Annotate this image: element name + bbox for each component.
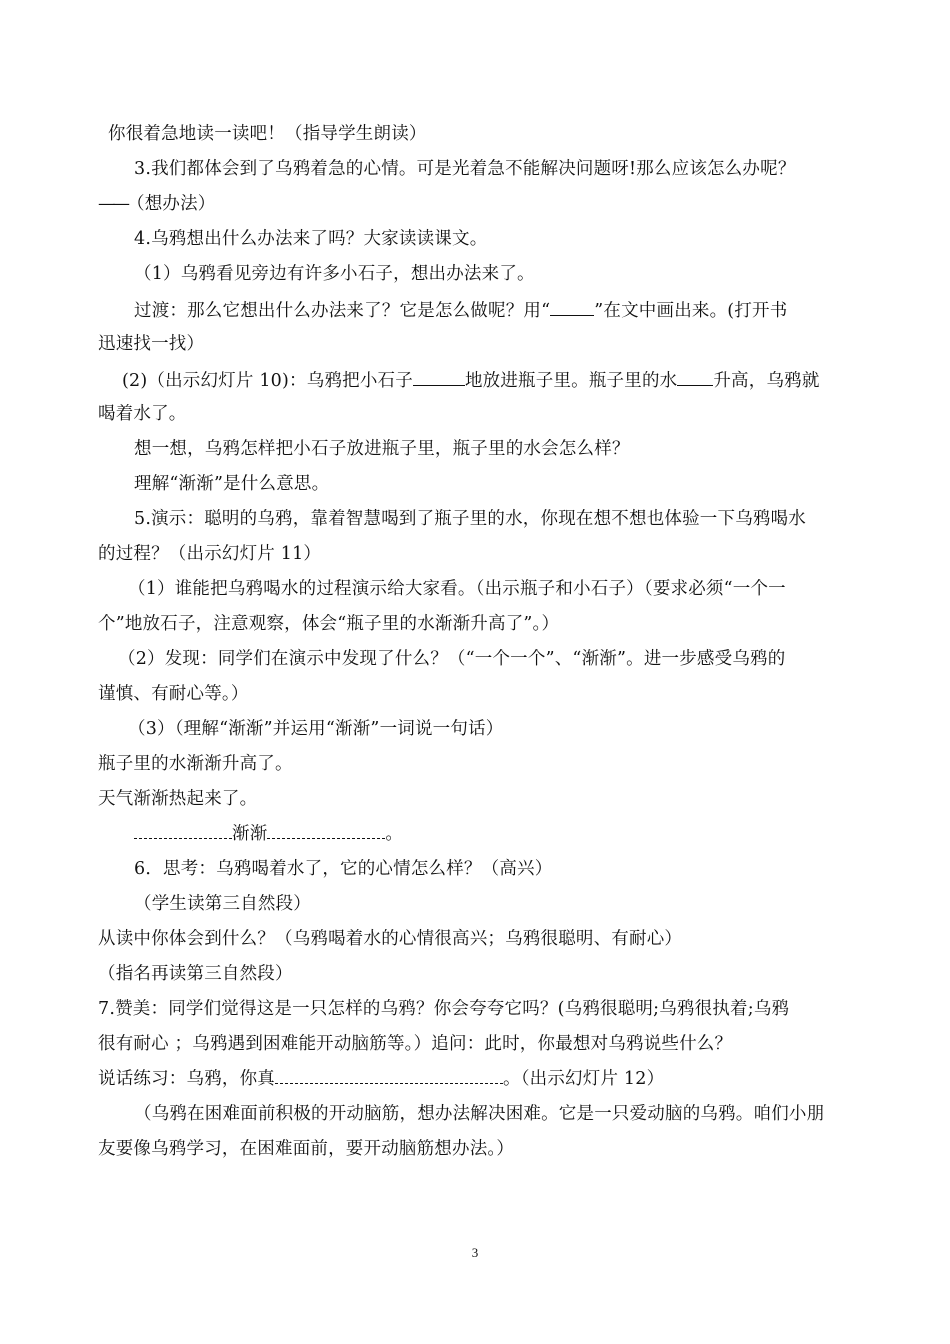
text-line: 瓶子里的水渐渐升高了。 <box>98 754 293 774</box>
text-line: 6．思考：乌鸦喝着水了，它的心情怎么样？（高兴） <box>134 859 553 879</box>
text-line: （乌鸦在困难面前积极的开动脑筋，想办法解决困难。它是一只爱动脑的乌鸦。咱们小朋 <box>134 1104 825 1124</box>
keyword-text: 渐渐 <box>232 824 268 844</box>
text-line: 5.演示：聪明的乌鸦，靠着智慧喝到了瓶子里的水，你现在想不想也体验一下乌鸦喝水 <box>134 509 806 529</box>
dashed-blank <box>134 822 232 839</box>
text-line: 很有耐心 ；乌鸦遇到困难能开动脑筋等。）追问：此时，你最想对乌鸦说些什么？ <box>98 1034 733 1054</box>
transition-text-end: ”在文中画出来。(打开书 <box>594 301 788 321</box>
slide-text-end: 升高，乌鸦就 <box>713 371 820 391</box>
fill-blank <box>413 367 465 386</box>
text-line: 的过程？（出示幻灯片 11） <box>98 544 322 564</box>
text-line: 友要像乌鸦学习，在困难面前，要开动脑筋想办法。） <box>98 1139 515 1159</box>
slide-text: (2)（出示幻灯片 10)：乌鸦把小石子 <box>122 371 413 391</box>
em-dash: —— <box>98 194 127 214</box>
text-line <box>98 1067 664 1091</box>
text-line: 3.我们都体会到了乌鸦着急的心情。可是光着急不能解决问题呀!那么应该怎么办呢？ <box>134 159 796 179</box>
text-line: 天气渐渐热起来了。 <box>98 789 258 809</box>
text-line: 7.赞美：同学们觉得这是一只怎样的乌鸦？你会夸夸它吗？(乌鸦很聪明;乌鸦很执着;乌鸦 <box>98 999 790 1019</box>
fill-blank <box>677 367 713 386</box>
text-line <box>134 822 403 846</box>
text-line: 喝着水了。 <box>98 404 187 424</box>
text-line: 谨慎、有耐心等。） <box>98 684 249 704</box>
text-line: 迅速找一找） <box>98 334 205 354</box>
answer-hint: （想办法） <box>127 194 216 214</box>
text-line: （指名再读第三自然段） <box>98 964 293 984</box>
text-line: 从读中你体会到什么？（乌鸦喝着水的心情很高兴；乌鸦很聪明、有耐心） <box>98 929 683 949</box>
transition-text: 过渡：那么它想出什么办法来了？它是怎么做呢？用“ <box>134 301 551 321</box>
text-line: （2）发现：同学们在演示中发现了什么？（“一个一个”、“渐渐”。进一步感受乌鸦的 <box>118 649 786 669</box>
text-line: 4.乌鸦想出什么办法来了吗？大家读读课文。 <box>134 229 488 249</box>
text-line <box>122 367 820 393</box>
text-line: （3）（理解“渐渐”并运用“渐渐”一词说一句话） <box>128 719 504 739</box>
text-line: （1）乌鸦看见旁边有许多小石子，想出办法来了。 <box>134 264 535 284</box>
speaking-practice-text: 说话练习：乌鸦，你真 <box>98 1069 275 1089</box>
slide-text-mid: 地放进瓶子里。瓶子里的水 <box>464 371 678 391</box>
fill-blank <box>550 297 594 316</box>
speaking-practice-end: 。（出示幻灯片 12） <box>503 1069 665 1089</box>
dashed-blank <box>275 1067 503 1084</box>
text-line <box>134 297 787 323</box>
dashed-blank <box>267 822 385 839</box>
text-line: 个”地放石子，注意观察，体会“瓶子里的水渐渐升高了”。） <box>98 614 560 634</box>
text-line: 想一想，乌鸦怎样把小石子放进瓶子里，瓶子里的水会怎么样？ <box>134 439 630 459</box>
text-line <box>98 192 216 216</box>
period: 。 <box>385 824 404 844</box>
text-line: 理解“渐渐”是什么意思。 <box>134 474 330 494</box>
page-number: 3 <box>471 1245 479 1260</box>
text-line: （学生读第三自然段） <box>134 894 311 914</box>
text-line: 你很着急地读一读吧！（指导学生朗读） <box>108 124 427 144</box>
text-line: （1）谁能把乌鸦喝水的过程演示给大家看。（出示瓶子和小石子）（要求必须“一个一 <box>128 579 786 599</box>
